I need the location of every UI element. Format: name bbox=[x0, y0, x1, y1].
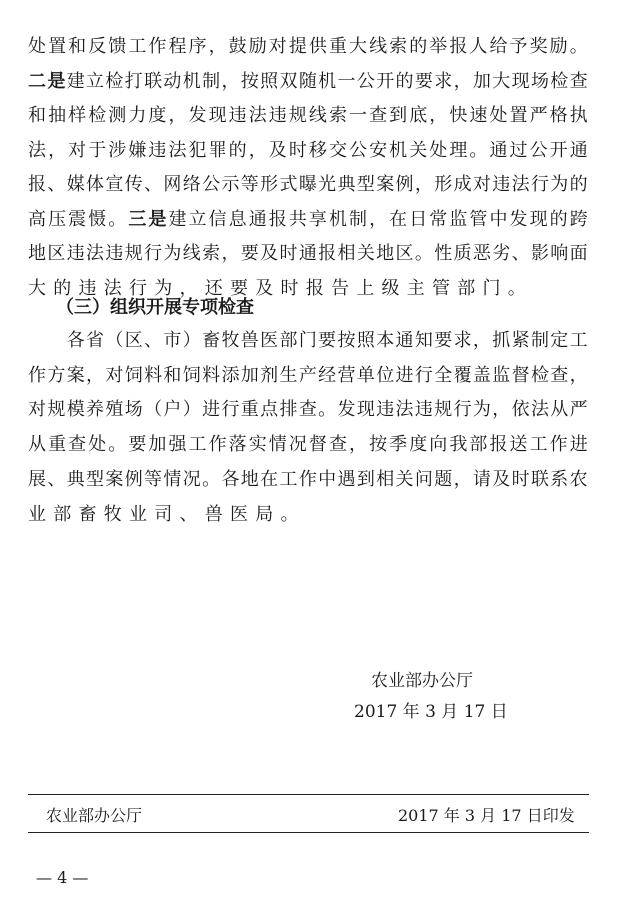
signature-org: 农业部办公厅 bbox=[371, 671, 473, 691]
text-line: 二 是 建 立 检 打 联 动 机 制 ， 按 照 双 随 机 一 公 开 的 要 求 ， 加 大 现 场 检 查 bbox=[28, 70, 588, 92]
text-line: 业 部 畜 牧 业 司 、 兽 医 局 。 bbox=[28, 503, 299, 525]
page-number: — 4 — bbox=[36, 868, 89, 887]
footer-top-rule bbox=[28, 794, 589, 795]
footer-print-date: 2017 年 3 月 17 日印发 bbox=[398, 806, 575, 825]
text-line: 报 、 媒 体 宣 传 、 网 络 公 示 等 形 式 曝 光 典 型 案 例 ， 形 成 对 违 法 行 为 的 bbox=[28, 174, 588, 195]
footer-bottom-rule bbox=[28, 832, 589, 833]
text-line: 大 的 违 法 行 为 ， 还 要 及 时 报 告 上 级 主 管 部 门 。 bbox=[28, 277, 526, 299]
section-heading: （三）组织开展专项检查 bbox=[56, 297, 254, 318]
text-line: 处 置 和 反 馈 工 作 程 序 ， 鼓 励 对 提 供 重 大 线 索 的 举 报 人 给 予 奖 励 。 bbox=[28, 36, 588, 57]
text-line: 作 方 案 ， 对 饲 料 和 饲 料 添 加 剂 生 产 经 营 单 位 进 行 全 覆 盖 监 督 检 查 ， bbox=[28, 364, 588, 386]
text-line: 和 抽 样 检 测 力 度 ， 发 现 违 法 违 规 线 索 一 查 到 底 ， 快 速 处 置 严 格 执 bbox=[28, 105, 588, 126]
text-line: 展 、 典 型 案 例 等 情 况 。 各 地 在 工 作 中 遇 到 相 关 问 题 ， 请 及 时 联 系 农 bbox=[28, 468, 588, 490]
text-line: 地 区 违 法 违 规 行 为 线 索 ， 要 及 时 通 报 相 关 地 区 。 性 质 恶 劣 、 影 响 面 bbox=[28, 243, 588, 264]
text-line: 从 重 查 处 。 要 加 强 工 作 落 实 情 况 督 查 ， 按 季 度 向 我 部 报 送 工 作 进 bbox=[28, 434, 588, 456]
text-line: 法 ， 对 于 涉 嫌 违 法 犯 罪 的 ， 及 时 移 交 公 安 机 关 处 理 。 通 过 公 开 通 bbox=[28, 139, 588, 161]
text-line: 高 压 震 慑 。 三 是 建 立 信 息 通 报 共 享 机 制 ， 在 日 常 监 管 中 发 现 的 跨 bbox=[28, 208, 588, 230]
signature-date: 2017 年 3 月 17 日 bbox=[354, 702, 508, 722]
footer-org: 农业部办公厅 bbox=[46, 806, 143, 825]
text-line: 各 省 （ 区 、 市 ） 畜 牧 兽 医 部 门 要 按 照 本 通 知 要 求 ， 抓 紧 制 定 工 bbox=[66, 330, 588, 351]
text-line: 对 规 模 养 殖 场 （ 户 ） 进 行 重 点 排 查 。 发 现 违 法 违 规 行 为 ， 依 法 从 严 bbox=[28, 399, 588, 421]
